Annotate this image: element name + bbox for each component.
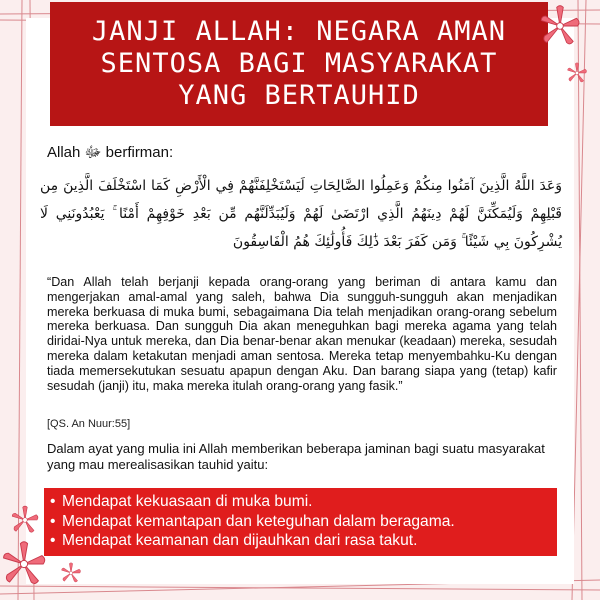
intro-text: Allah ﷻ berfirman: — [47, 144, 174, 161]
arabic-verse: وَعَدَ اللَّهُ الَّذِينَ آمَنُوا مِنكُمْ وَعَمِلُوا الصَّالِحَاتِ لَيَسْتَخْلِفَنَّهُمْ فِي الْأَرْضِ كَمَا اسْتَخْلَفَ الَّذِينَ مِن قَبْلِهِمْ وَلَيُمَكِّنَنَّ لَهُمْ دِينَهُمُ الَّذِي ارْتَضَىٰ لَهُمْ وَلَيُبَدِّلَنَّهُم مِّن بَعْدِ خَوْفِهِمْ أَمْنًا ۚ يَعْبُدُونَنِي لَا يُشْرِكُونَ بِي شَيْئًا ۚ وَمَن كَفَرَ بَعْدَ ذَٰلِكَ فَأُولَٰئِكَ هُمُ الْفَاسِقُونَ — [40, 178, 562, 250]
flower-icon — [10, 505, 40, 535]
guarantee-list — [44, 488, 557, 551]
list-item — [50, 512, 557, 532]
verse-reference: [QS. An Nuur:55] — [47, 418, 131, 430]
flower-icon — [538, 4, 582, 48]
flower-icon — [0, 540, 48, 588]
list-item — [50, 531, 557, 551]
flower-icon — [60, 562, 82, 584]
verse-translation: “Dan Allah telah berjanji kepada orang-orang yang beriman di antara kamu dan mengerjakan amal-amal yang saleh, bahwa Dia sungguh-sungguh akan menjadikan mereka berkuasa di muka bumi, sebagaimana Dia telah menjadikan orang-orang sebelum mereka berkuasa. Dan sungguh Dia akan meneguhkan bagi mereka agama yang telah diridai-Nya untuk mereka, dan Dia benar-benar akan menukar (keadaan) mereka, sesudah mereka dalam ketakutan menjadi aman sentosa. Mereka tetap menyembahku-Ku dengan tiada memersekutukan sesuatu apapun dengan Aku. Dan barang siapa yang (tetap) kafir sesudah (janji) itu, maka mereka itulah orang-orang yang fasik.” — [47, 275, 557, 393]
list-item-text: Mendapat kemantapan dan keteguhan dalam beragama. — [62, 512, 455, 530]
guarantee-list-box — [44, 488, 557, 556]
page-title: JANJI ALLAH: NEGARA AMAN SENTOSA BAGI MASYARAKAT YANG BERTAUHID — [91, 16, 507, 111]
bullet-icon: • — [50, 493, 56, 510]
list-item — [50, 492, 557, 512]
list-item-text: Mendapat kekuasaan di muka bumi. — [62, 493, 313, 510]
title-banner — [50, 2, 548, 126]
bullet-icon: • — [50, 512, 56, 530]
list-item-text: Mendapat keamanan dan dijauhkan dari rasa takut. — [62, 532, 418, 549]
closing-paragraph: Dalam ayat yang mulia ini Allah memberikan beberapa jaminan bagi suatu masyarakat yang mau merealisasikan tauhid yaitu: — [47, 441, 545, 472]
flower-icon — [566, 62, 588, 84]
bullet-icon: • — [50, 532, 56, 549]
